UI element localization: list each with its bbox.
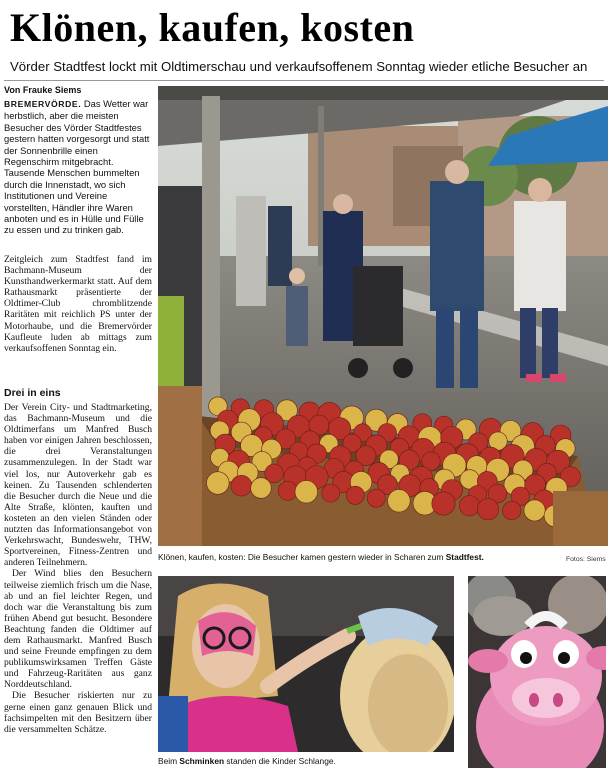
lead-text: Das Wetter war herbstlich, aber die meisten Besucher des Vörder Stadtfestes gestern hatten vorgesorgt und statt der Sonnenbrille einen Regenschirm mitgebracht. Tausende Menschen bummelten durch die Innenstadt, wo sich Institutionen und Vereine vorstellten, Händler ihre Waren anboten und es in Hülle und Fülle zu essen und zu trinken gab. [4, 98, 150, 236]
apple [278, 481, 297, 500]
paragraph-text: Zeitgleich zum Stadtfest fand im Bachmann-Museum der Kunsthandwerkermarkt statt. Auf dem Rathausmarkt präsentierte der Oldtimer-Club chromblitzende Raritäten mit reichlich PS unter der Motorhaube, und die Bremervörder Kaufleute luden ab mittags zum verkaufsoffenen Sonntag ein. [4, 254, 152, 354]
paragraph-text: Die Besucher riskierten nur zu gerne einen ganz genauen Blick und fachsimpelten mit den Besitzern über die versammelten Schätze. [4, 690, 152, 735]
article-paragraph-2 [4, 254, 152, 389]
caption-text: standen die Kinder Schlange. [224, 756, 336, 766]
apple [346, 486, 364, 504]
apple [295, 481, 318, 504]
headline: Klönen, kaufen, kosten [10, 5, 415, 50]
photo-credit: Fotos: Siems [566, 556, 606, 563]
section-heading: Drei in eins [4, 387, 61, 399]
face-painting-photo [158, 576, 454, 752]
apple [231, 475, 252, 496]
apple [477, 499, 498, 520]
caption-bold: Schminken [179, 756, 225, 766]
apple [388, 490, 411, 513]
pink-plush-cow-photo [468, 576, 606, 768]
byline: Von Frauke Siems [4, 85, 82, 95]
market-apples-photo [158, 86, 608, 546]
apple [502, 501, 521, 520]
apple [432, 492, 455, 515]
apple [459, 496, 479, 516]
caption-bold: Stadtfest. [445, 552, 484, 562]
article-body [4, 402, 152, 768]
dateline: BREMERVÖRDE. [4, 99, 82, 109]
paragraph-text: Der Wind blies den Besuchern teilweise ziemlich frisch um die Nase, ab und an fiel leichter Regen, und doch war die Veranstaltung bis zum frühen Abend gut besucht. Besondere Beachtung fanden die Oldtimer auf dem Rathausmarkt. Manfred Busch und seine Freunde empfingen zu dem publikumswirksamen Treffen Gäste und Fahrzeug-Raritäten aus ganz Norddeutschland. [4, 568, 152, 691]
main-photo-caption [158, 552, 558, 563]
article-lead [4, 98, 152, 250]
caption-text: Klönen, kaufen, kosten: Die Besucher kamen gestern wieder in Scharen zum [158, 552, 446, 562]
apple [524, 500, 545, 521]
divider [4, 80, 604, 81]
face-photo-caption [158, 756, 458, 767]
apple [251, 478, 272, 499]
apple [322, 484, 340, 502]
caption-text: Beim [158, 756, 180, 766]
subheadline: Vörder Stadtfest lockt mit Oldtimerschau und verkaufsoffenem Sonntag wieder etliche Besucher an [10, 59, 588, 74]
apple [207, 472, 230, 495]
paragraph-text: Der Verein City- und Stadtmarketing, das Bachmann-Museum und die Oldtimerfans um Manfred Busch haben vor einigen Jahren beschlossen, die drei Veranstaltungen zusammenzulegen. In der Stadt war viel los, nur Autoverkehr gab es keinen. Zu Tausenden schlenderten die Besucher durch die Neue und die Alte Straße, klönten, kauften und kosteten an den vielen Ständen oder nutzten das Informationsangebot von Verkehrswacht, Bundeswehr, THW, Sportvereinen, Fitness-Zentren und anderen Teilnehmern. [4, 402, 152, 569]
apple [367, 489, 385, 507]
